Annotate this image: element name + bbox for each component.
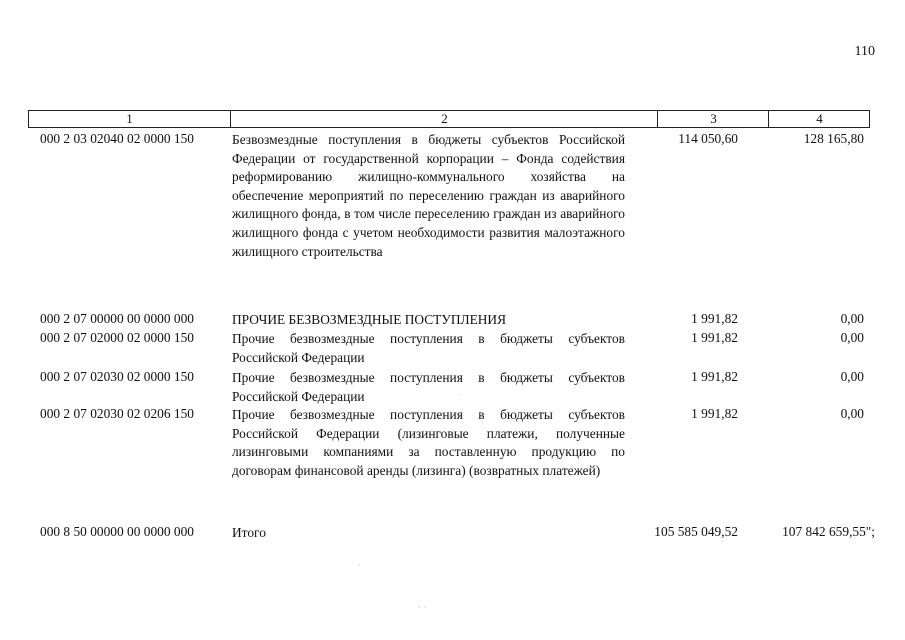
header-col-2: 2 <box>230 111 658 127</box>
row-description: ПРОЧИЕ БЕЗВОЗМЕЗДНЫЕ ПОСТУПЛЕНИЯ <box>232 312 507 327</box>
row-value-3: 114 050,60 <box>678 131 738 146</box>
table-header <box>28 110 870 128</box>
row-code: 000 2 07 02030 02 0206 150 <box>40 406 194 421</box>
row-value-4: 0,00 <box>840 406 864 421</box>
row-value-3: 1 991,82 <box>691 369 738 384</box>
page-number: 110 <box>854 44 875 59</box>
row-value-4: 0,00 <box>840 330 864 345</box>
header-col-3: 3 <box>657 111 769 127</box>
header-col-4: 4 <box>768 111 870 127</box>
row-description: Прочие безвозмездные поступления в бюджеты субъектов Российской Федерации <box>232 331 625 365</box>
row-description: Безвозмездные поступления в бюджеты субъектов Российской Федерации от государственной корпорации – Фонда содействия реформированию жилищно-коммунального хозяйства на обеспечение мероприятий по переселению граждан из аварийного жилищного фонда, в том числе переселению граждан из аварийного жилищного фонда с учетом необходимости развития малоэтажного жилищного строительства <box>232 132 625 259</box>
row-code: 000 2 07 02030 02 0000 150 <box>40 369 194 384</box>
row-value-4: 0,00 <box>840 311 864 326</box>
row-value-3: 1 991,82 <box>691 406 738 421</box>
row-value-3: 1 991,82 <box>691 330 738 345</box>
row-description: Итого <box>232 525 266 540</box>
row-description: Прочие безвозмездные поступления в бюджеты субъектов Российской Федерации (лизинговые платежи, полученные лизинговыми компаниями за поставленную продукцию по договорам финансовой аренды (лизинга) (возвратных платежей) <box>232 407 625 478</box>
row-value-4: 128 165,80 <box>803 131 864 146</box>
row-description: Прочие безвозмездные поступления в бюджеты субъектов Российской Федерации <box>232 370 625 404</box>
row-code: 000 2 03 02040 02 0000 150 <box>40 131 194 146</box>
row-value-3: 1 991,82 <box>691 311 738 326</box>
header-col-1: 1 <box>126 111 133 126</box>
scan-speck: · <box>458 390 461 400</box>
scan-speck: · · <box>418 602 427 612</box>
row-value-3: 105 585 049,52 <box>654 524 738 539</box>
row-value-4: 107 842 659,55"; <box>782 524 875 539</box>
row-code: 000 2 07 02000 02 0000 150 <box>40 330 194 345</box>
row-value-4: 0,00 <box>840 369 864 384</box>
row-code: 000 2 07 00000 00 0000 000 <box>40 311 194 326</box>
row-code: 000 8 50 00000 00 0000 000 <box>40 524 194 539</box>
scan-speck: · <box>358 560 361 570</box>
